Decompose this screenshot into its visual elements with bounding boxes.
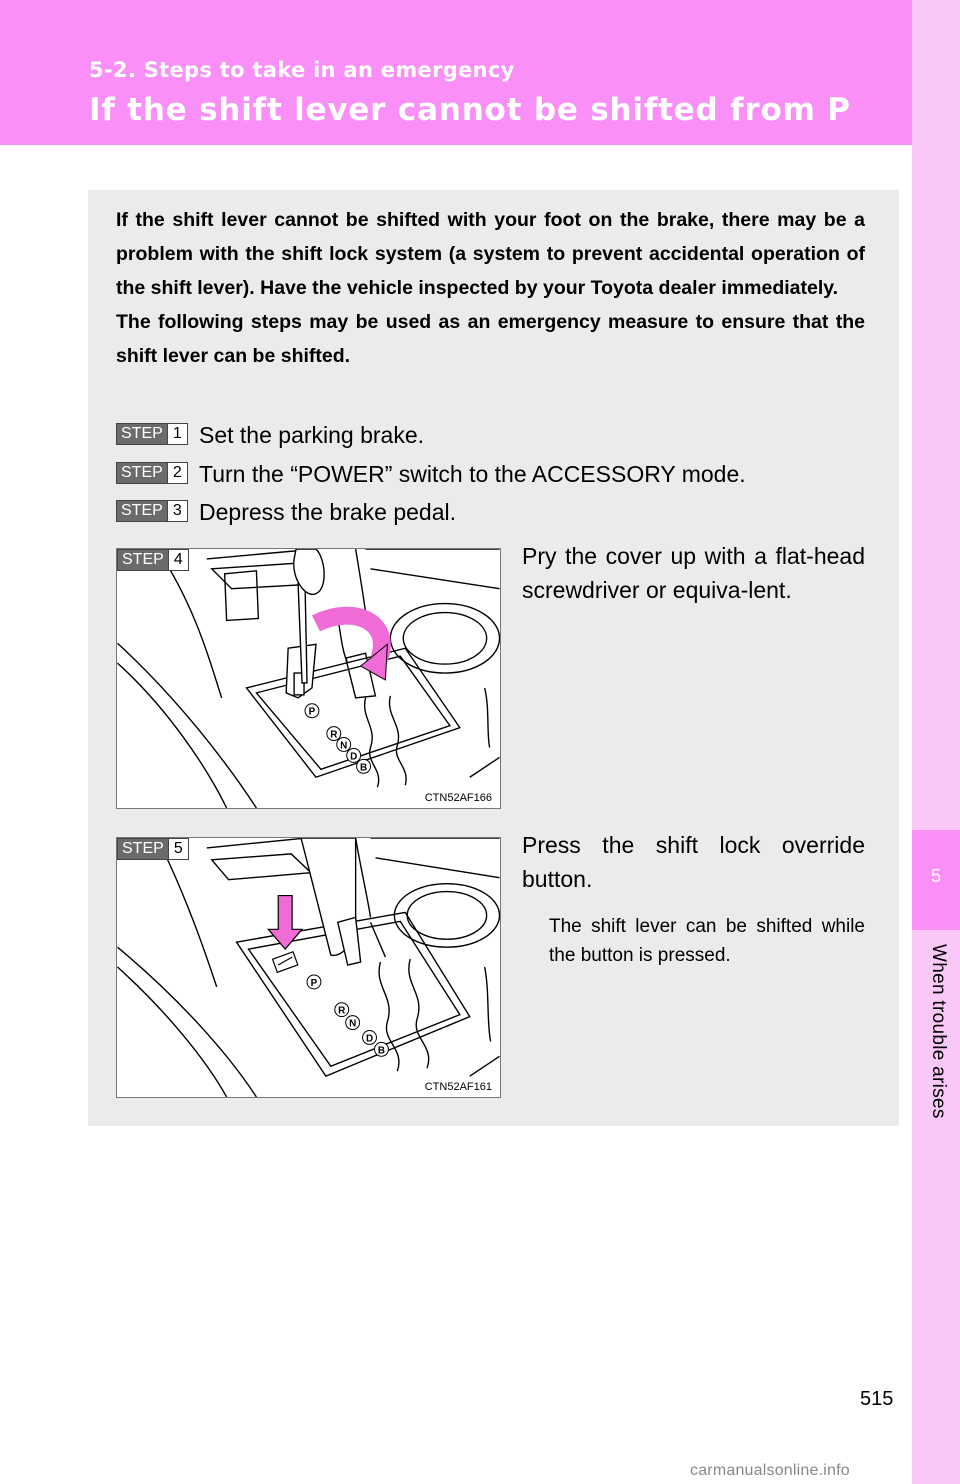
step-text-2: Turn the “POWER” switch to the ACCESSORY mode. — [199, 461, 746, 487]
step-word: STEP — [118, 839, 168, 859]
page-title: If the shift lever cannot be shifted from P — [89, 92, 851, 128]
step-badge-2 — [116, 462, 188, 484]
step-word: STEP — [117, 463, 167, 483]
intro-paragraph-1: If the shift lever cannot be shifted with your foot on the brake, there may be a problem with the shift lock system (a system to prevent accidental operation of the shift lever). Have the vehicle inspected by your Toyota dealer immediately. — [116, 209, 865, 299]
step-badge-3 — [116, 500, 188, 522]
gear-label-b: B — [377, 1045, 386, 1057]
figure-code: CTN52AF161 — [424, 1081, 492, 1093]
gear-label-b: B — [359, 762, 368, 774]
gear-label-p: P — [308, 706, 316, 718]
chapter-label: When trouble arises — [928, 944, 949, 1119]
step-number: 3 — [167, 501, 187, 521]
side-chapter-tab — [912, 0, 960, 1484]
figure-code: CTN52AF166 — [424, 792, 492, 804]
step-word: STEP — [117, 424, 167, 444]
section-label: 5-2. Steps to take in an emergency — [89, 58, 515, 82]
step-number: 5 — [168, 839, 188, 859]
step-badge-5 — [117, 838, 189, 860]
step-number: 4 — [168, 550, 188, 570]
step-text-4: Pry the cover up with a flat-head screwdriver or equiva-lent. — [522, 543, 865, 603]
chapter-number: 5 — [930, 866, 941, 886]
step-5-illustration — [116, 837, 501, 1098]
step-text-3: Depress the brake pedal. — [199, 499, 456, 525]
step-word: STEP — [117, 501, 167, 521]
step-number: 1 — [167, 424, 187, 444]
step-badge-4 — [117, 549, 189, 571]
page-number: 515 — [860, 1388, 894, 1410]
shift-console-override-drawing — [117, 838, 500, 1097]
gear-label-n: N — [340, 740, 348, 752]
step-4-illustration — [116, 548, 501, 809]
gear-label-n: N — [349, 1018, 357, 1030]
gear-label-d: D — [350, 751, 358, 763]
watermark: carmanualsonline.info — [690, 1462, 850, 1479]
gear-label-p: P — [310, 977, 318, 989]
gear-label-r: R — [330, 729, 338, 741]
gear-label-d: D — [365, 1033, 374, 1045]
intro-paragraph-2: The following steps may be used as an emergency measure to ensure that the shift lever can be shifted. — [116, 311, 865, 367]
step-note-5: The shift lever can be shifted while the button is pressed. — [549, 916, 865, 966]
step-text-5: Press the shift lock override button. — [522, 832, 865, 892]
gear-label-r: R — [338, 1005, 346, 1017]
intro-text — [116, 203, 865, 373]
step-text-1: Set the parking brake. — [199, 422, 425, 448]
shift-console-screwdriver-drawing — [117, 549, 500, 808]
step-badge-1 — [116, 423, 188, 445]
step-number: 2 — [167, 463, 187, 483]
step-word: STEP — [118, 550, 168, 570]
